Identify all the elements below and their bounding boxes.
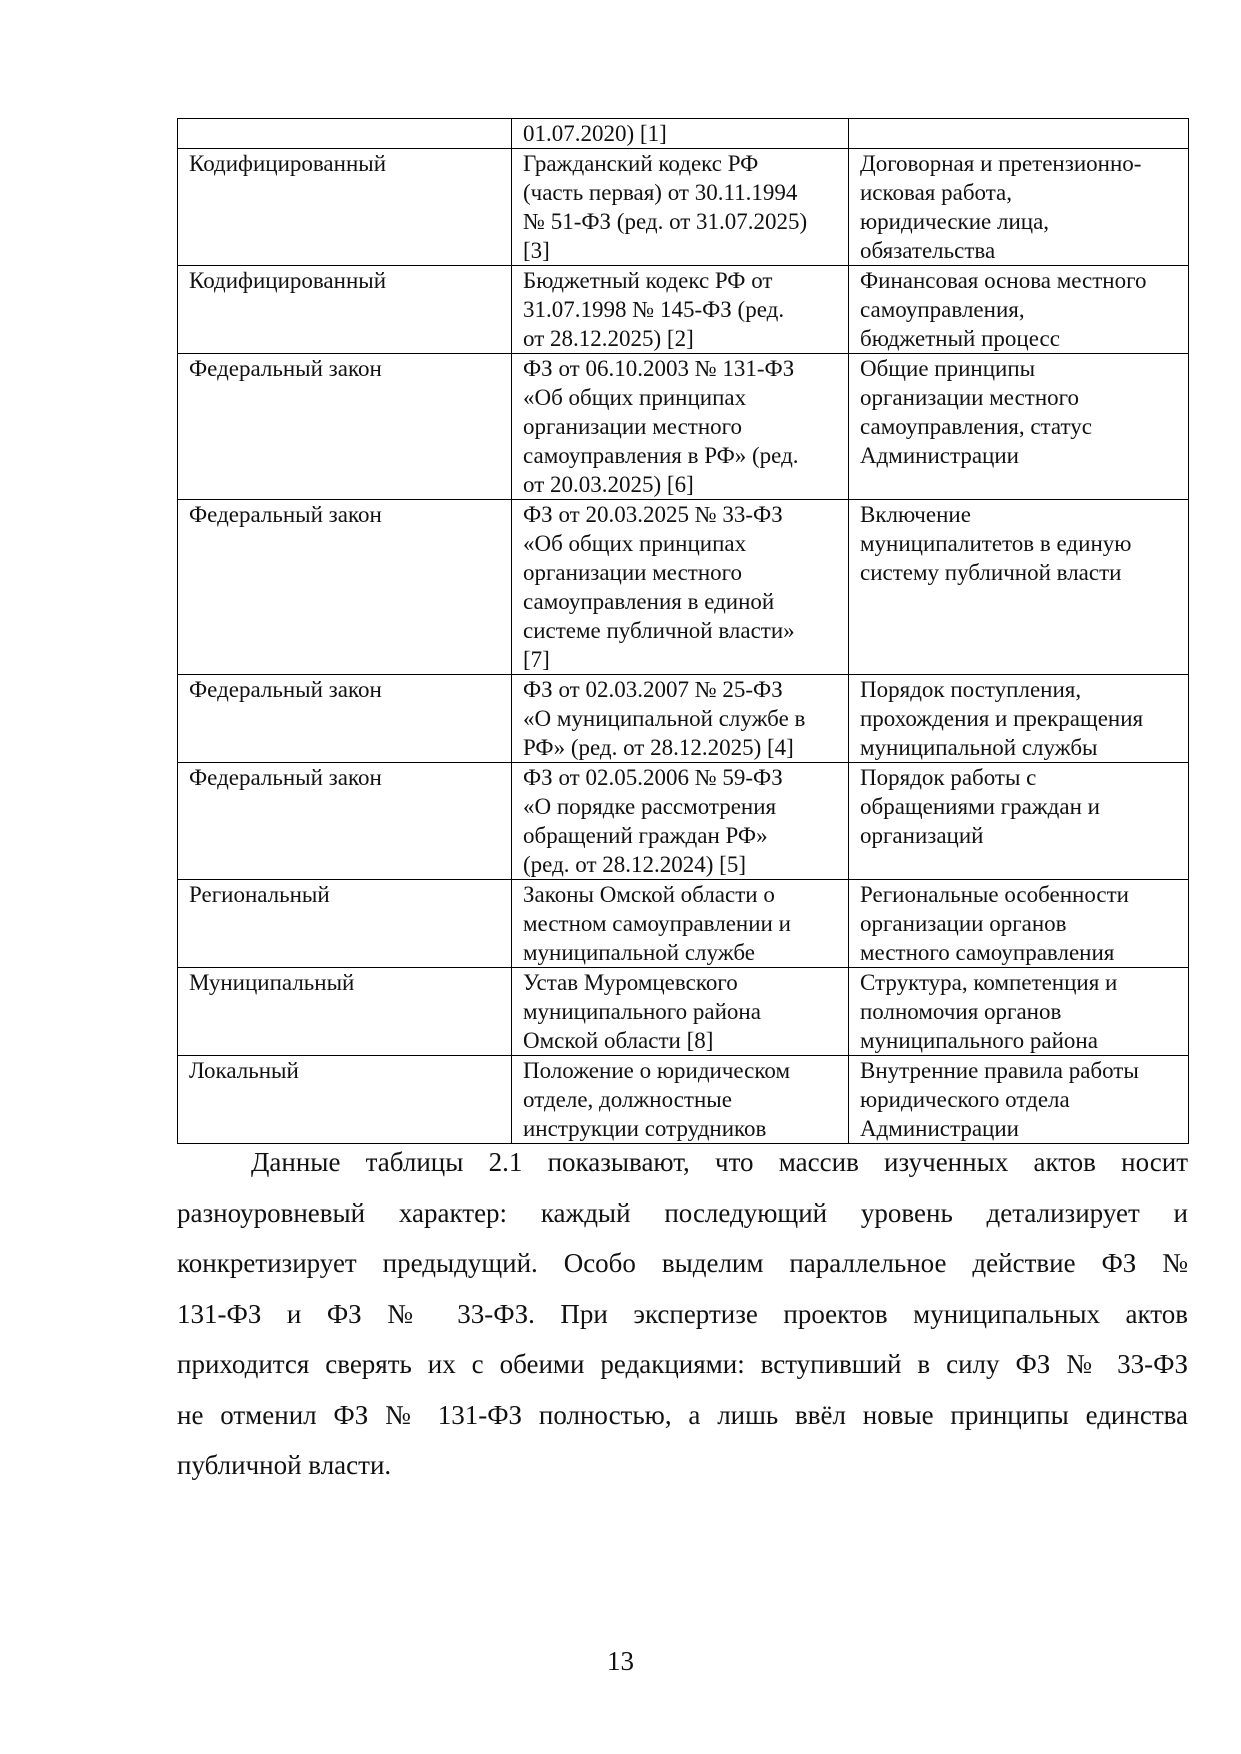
page-number: 13 [607, 1646, 634, 1676]
paragraph-line: разноуровневый характер: каждый последующий уровень детализирует и [177, 1197, 1188, 1228]
act-cell [512, 266, 849, 354]
table-row [178, 266, 1189, 354]
cell-text-line: бюджетный процесс [860, 326, 1060, 351]
cell-text-line: «Об общих принципах [523, 531, 747, 556]
subject-cell [849, 119, 1189, 149]
level-cell [178, 119, 512, 149]
subject-cell [849, 675, 1189, 763]
cell-text-line: самоуправления, статус [860, 414, 1092, 439]
cell-text-line: ФЗ от 06.10.2003 № 131-ФЗ [523, 356, 795, 381]
cell-text-line: муниципальной службе [523, 940, 755, 965]
cell-text-line: Региональный [189, 882, 330, 907]
cell-text-line: местного самоуправления [860, 940, 1115, 965]
cell-text-line: отделе, должностные [523, 1087, 732, 1112]
paragraph-line: не отменил ФЗ № 131-ФЗ полностью, а лишь ввёл новые принципы единства [177, 1399, 1188, 1430]
level-cell [178, 500, 512, 675]
cell-text-line: организации местного [860, 385, 1079, 410]
cell-text-line: Муниципальный [189, 970, 355, 995]
cell-text-line: № 51-ФЗ (ред. от 31.07.2025) [523, 209, 808, 234]
cell-text-line: Устав Муромцевского [523, 970, 738, 995]
subject-cell [849, 763, 1189, 880]
act-cell [512, 968, 849, 1056]
subject-cell [849, 500, 1189, 675]
cell-text-line: (ред. от 28.12.2024) [5] [523, 852, 746, 877]
cell-text-line: муниципальной службы [860, 735, 1098, 760]
cell-text-line: муниципального района [523, 999, 761, 1024]
cell-text-line: от 28.12.2025) [2] [523, 326, 694, 351]
cell-text-line: Договорная и претензионно- [860, 151, 1142, 176]
cell-text-line: полномочия органов [860, 999, 1062, 1024]
level-cell [178, 675, 512, 763]
paragraph-line: конкретизирует предыдущий. Особо выделим параллельное действие ФЗ № [177, 1248, 1188, 1278]
cell-text-line: Положение о юридическом [523, 1058, 791, 1083]
act-cell [512, 1056, 849, 1144]
cell-text-line: исковая работа, [860, 180, 1013, 205]
cell-text-line: систему публичной власти [860, 560, 1122, 585]
act-cell [512, 675, 849, 763]
level-cell [178, 763, 512, 880]
subject-cell [849, 149, 1189, 266]
subject-cell [849, 266, 1189, 354]
table-row [178, 119, 1189, 149]
cell-text-line: Локальный [189, 1058, 299, 1083]
table-row [178, 149, 1189, 266]
cell-text-line: Региональные особенности [860, 882, 1129, 907]
cell-text-line: Внутренние правила работы [860, 1058, 1139, 1083]
cell-text-line: организации местного [523, 414, 742, 439]
cell-text-line: Кодифицированный [189, 268, 387, 293]
cell-text-line: муниципалитетов в единую [860, 531, 1132, 556]
cell-text-line: местном самоуправлении и [523, 911, 791, 936]
table-row [178, 763, 1189, 880]
cell-text-line: муниципального района [860, 1028, 1098, 1053]
cell-text-line: самоуправления, [860, 297, 1025, 322]
cell-text-line: Гражданский кодекс РФ [523, 151, 759, 176]
cell-text-line: от 20.03.2025) [6] [523, 472, 694, 497]
cell-text-line: Законы Омской области о [523, 882, 775, 907]
act-cell [512, 149, 849, 266]
paragraph-line: приходится сверять их с обеими редакциями: вступивший в силу ФЗ № 33-ФЗ [177, 1349, 1188, 1379]
subject-cell [849, 1056, 1189, 1144]
cell-text-line: 01.07.2020) [1] [523, 121, 667, 146]
table-row [178, 675, 1189, 763]
level-cell [178, 968, 512, 1056]
table-row [178, 354, 1189, 500]
subject-cell [849, 354, 1189, 500]
cell-text-line: юридические лица, [860, 209, 1050, 234]
cell-text-line: РФ» (ред. от 28.12.2025) [4] [523, 735, 794, 760]
cell-text-line: ФЗ от 02.05.2006 № 59-ФЗ [523, 765, 783, 790]
table-row [178, 500, 1189, 675]
cell-text-line: ФЗ от 02.03.2007 № 25-ФЗ [523, 677, 783, 702]
cell-text-line: Омской области [8] [523, 1028, 714, 1053]
act-cell [512, 880, 849, 968]
cell-text-line: Федеральный закон [189, 502, 382, 527]
cell-text-line: юридического отдела [860, 1087, 1070, 1112]
cell-text-line: Федеральный закон [189, 677, 382, 702]
cell-text-line: системе публичной власти» [523, 618, 795, 643]
cell-text-line: Общие принципы [860, 356, 1036, 381]
table-row [178, 880, 1189, 968]
cell-text-line: организации органов [860, 911, 1067, 936]
cell-text-line: Бюджетный кодекс РФ от [523, 268, 773, 293]
cell-text-line: самоуправления в единой [523, 589, 775, 614]
paragraph-line: Данные таблицы 2.1 показывают, что массив изученных актов носит [251, 1147, 1188, 1177]
subject-cell [849, 968, 1189, 1056]
cell-text-line: «О муниципальной службе в [523, 706, 806, 731]
cell-text-line: Кодифицированный [189, 151, 387, 176]
cell-text-line: Порядок работы с [860, 765, 1037, 790]
cell-text-line: 31.07.1998 № 145-ФЗ (ред. [523, 297, 785, 322]
paragraph-line: публичной власти. [177, 1450, 392, 1480]
act-cell [512, 763, 849, 880]
cell-text-line: обращений граждан РФ» [523, 823, 768, 848]
level-cell [178, 149, 512, 266]
cell-text-line: обращениями граждан и [860, 794, 1100, 819]
cell-text-line: Структура, компетенция и [860, 970, 1118, 995]
level-cell [178, 266, 512, 354]
cell-text-line: Федеральный закон [189, 765, 382, 790]
subject-cell [849, 880, 1189, 968]
cell-text-line: организаций [860, 823, 984, 848]
cell-text-line: Администрации [860, 443, 1019, 468]
cell-text-line: [7] [523, 647, 550, 672]
level-cell [178, 880, 512, 968]
legal-acts-table [177, 118, 1189, 1144]
cell-text-line: (часть первая) от 30.11.1994 [523, 180, 798, 205]
body-paragraph [177, 1137, 1188, 1491]
level-cell [178, 1056, 512, 1144]
cell-text-line: «О порядке рассмотрения [523, 794, 777, 819]
cell-text-line: ФЗ от 20.03.2025 № 33-ФЗ [523, 502, 783, 527]
level-cell [178, 354, 512, 500]
act-cell [512, 119, 849, 149]
cell-text-line: прохождения и прекращения [860, 706, 1144, 731]
act-cell [512, 354, 849, 500]
act-cell [512, 500, 849, 675]
cell-text-line: Администрации [860, 1116, 1019, 1141]
cell-text-line: инструкции сотрудников [523, 1116, 767, 1141]
paragraph-line: 131-ФЗ и ФЗ № 33-ФЗ. При экспертизе проектов муниципальных актов [177, 1298, 1188, 1329]
cell-text-line: Финансовая основа местного [860, 268, 1147, 293]
cell-text-line: Порядок поступления, [860, 677, 1082, 702]
cell-text-line: Федеральный закон [189, 356, 382, 381]
table-body [178, 119, 1189, 1144]
cell-text-line: [3] [523, 238, 550, 263]
cell-text-line: обязательства [860, 238, 996, 263]
table-row [178, 968, 1189, 1056]
cell-text-line: Включение [860, 502, 971, 527]
cell-text-line: организации местного [523, 560, 742, 585]
cell-text-line: самоуправления в РФ» (ред. [523, 443, 799, 468]
table-row [178, 1056, 1189, 1144]
cell-text-line: «Об общих принципах [523, 385, 747, 410]
